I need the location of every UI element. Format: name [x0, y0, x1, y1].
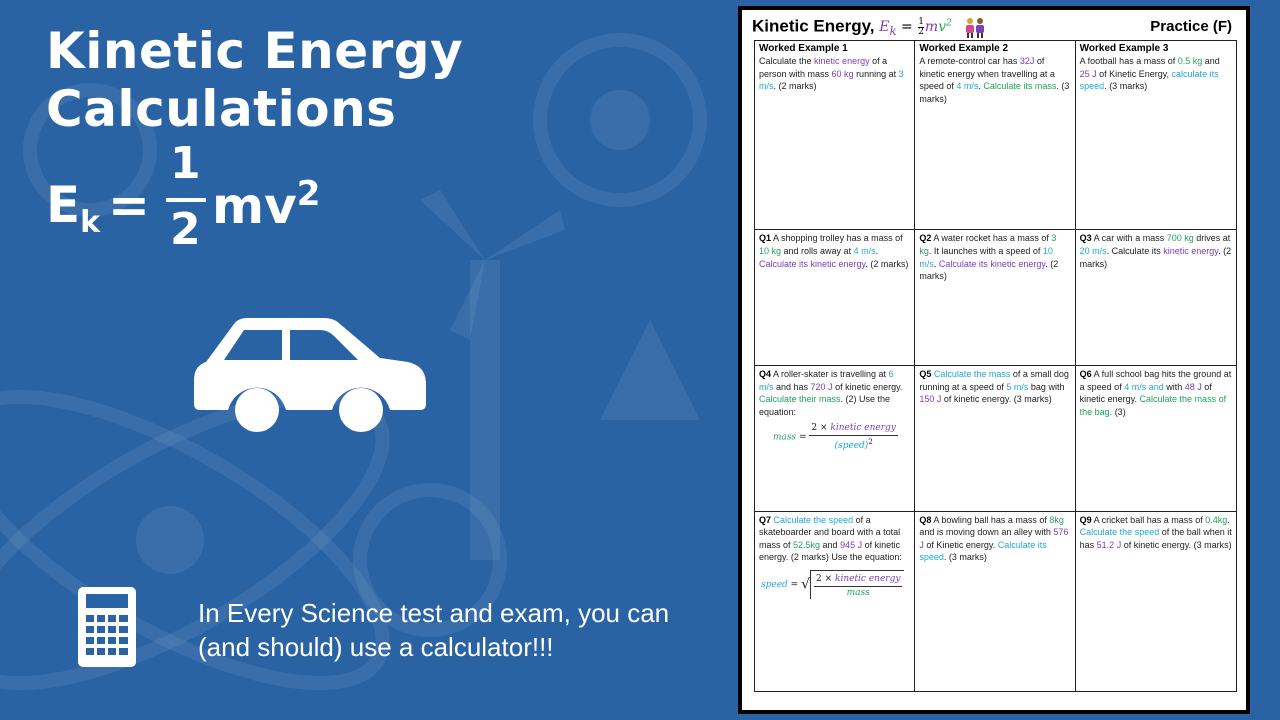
question-grid: [754, 40, 1237, 692]
formula-numerator: 1: [170, 138, 201, 189]
worksheet-practice-label: Practice (F): [1150, 18, 1232, 35]
car-icon: [194, 318, 426, 436]
people-icon: [963, 16, 987, 38]
worked-example-2: Worked Example 2 A remote-control car has 32J of kinetic energy when travelling at a speed of 4 m/s. Calculate its mass. (3 marks): [915, 41, 1075, 230]
formula-mv-squared: $mv^2$: [212, 174, 321, 235]
formula-lhs: $E_k$: [46, 176, 101, 240]
worksheet-title: Kinetic Energy, $E_k$ = $\frac{1}{2}mv^2$: [752, 16, 987, 38]
calculator-icon: [78, 587, 136, 667]
kinetic-energy-formula: [46, 138, 376, 258]
question-8: Q8 A bowling ball has a mass of 8kg and is moving down an alley with 576 J of Kinetic energy. Calculate its speed. (3 marks): [915, 512, 1075, 691]
speed-equation: speed = √ 2 × kinetic energy mass: [761, 570, 910, 599]
question-9: Q9 A cricket ball has a mass of 0.4kg. Calculate the speed of the ball when it has 51.2 J of kinetic energy. (3 marks): [1079, 514, 1232, 550]
worksheet-title-formula: $E_k$ = $\frac{1}{2}mv^2$: [879, 16, 952, 39]
formula-equals: =: [108, 176, 150, 234]
worked-example-1: Worked Example 1 Calculate the kinetic energy of a person with mass 60 kg running at 3 m/s. (2 marks): [755, 41, 915, 230]
question-2: Q2 A water rocket has a mass of 3 kg. It launches with a speed of 10 m/s. Calculate its kinetic energy. (2 marks): [915, 230, 1075, 366]
formula-denominator: 2: [170, 204, 201, 255]
question-5: Q5 Calculate the mass of a small dog running at a speed of 5 m/s bag with 150 J of kinetic energy. (3 marks): [915, 366, 1075, 512]
formula-power: 2: [296, 174, 321, 214]
question-4: Q4 A roller-skater is travelling at 6 m/s and has 720 J of kinetic energy. Calculate their mass. (2) Use the equation: mass = 2 × kinetic energy (speed)$^2$: [755, 366, 915, 512]
formula-subscript: k: [80, 205, 101, 240]
question-3: Q3 A car with a mass 700 kg drives at 20 m/s. Calculate its kinetic energy. (2 marks): [1076, 230, 1236, 366]
slide-title-line1: Kinetic Energy: [46, 22, 464, 80]
question-6: Q6 A full school bag hits the ground at a speed of 4 m/s and with 48 J of kinetic energy. Calculate the mass of the bag. (3): [1076, 366, 1236, 512]
question-7: Q7 Calculate the speed of a skateboarder and board with a total mass of 52.5kg and 945 J of kinetic energy. (2 marks) Use the equation: speed = √ 2 × kinetic energy mass: [755, 512, 915, 691]
formula-fraction-bar: [166, 198, 206, 202]
slide-title: [46, 22, 686, 138]
worksheet: [742, 10, 1246, 710]
question-1: Q1 A shopping trolley has a mass of 10 kg and rolls away at 4 m/s. Calculate its kinetic energy. (2 marks): [755, 230, 915, 366]
worked-example-3: Worked Example 3 A football has a mass of 0.5 kg and 25 J of Kinetic Energy, calculate its speed. (3 marks): [1076, 41, 1236, 230]
mass-equation: mass = 2 × kinetic energy (speed)$^2$: [773, 423, 896, 451]
calculator-note: In Every Science test and exam, you can (and should) use a calculator!!!: [198, 598, 670, 662]
slide-title-line2: Calculations: [46, 80, 397, 138]
